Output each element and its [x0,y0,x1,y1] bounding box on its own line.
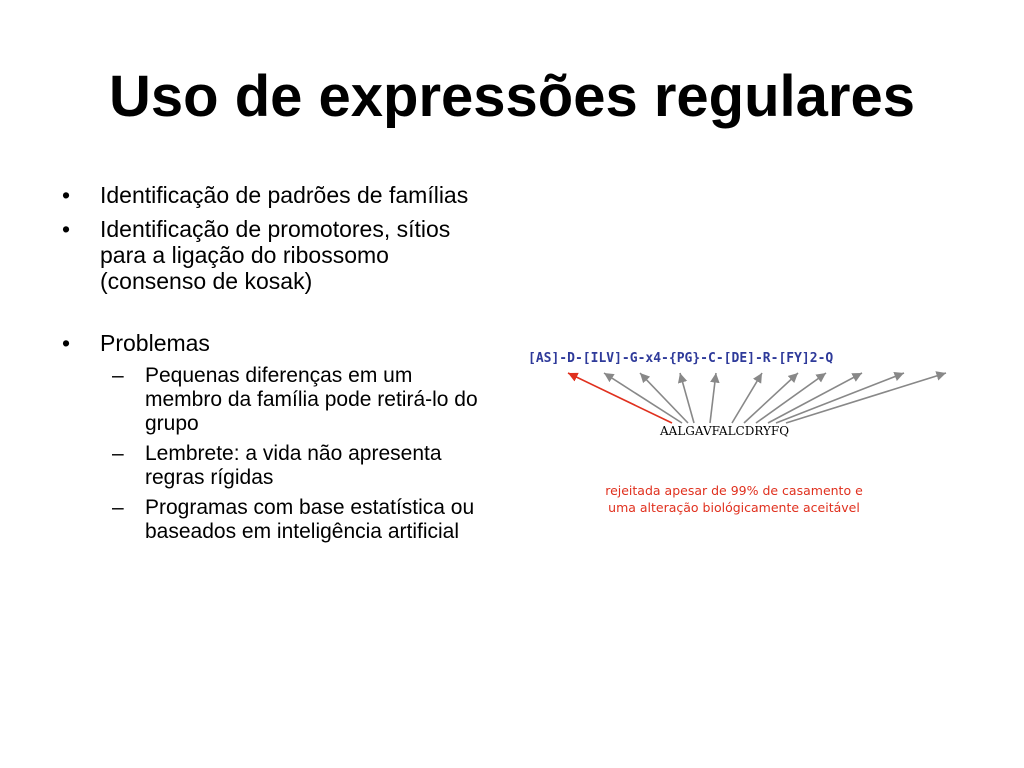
sub-bullet-marker: – [112,442,124,465]
arrow [776,373,904,423]
sub-bullet-item [62,496,482,544]
bullet-text: Problemas [100,330,210,356]
bullet-marker: • [62,330,71,356]
bullet-text: Identificação de promotores, sítios para a ligação do ribossomo (consenso de kosak) [100,216,451,294]
arrow [604,373,682,423]
arrow [640,373,688,423]
sub-bullet-text: Programas com base estatística ou baseados em inteligência artificial [145,496,475,543]
bullet-item [62,216,482,294]
bullet-list [62,182,482,550]
arrow [732,373,762,423]
bullet-marker: • [62,182,71,208]
regex-diagram [510,335,980,535]
sub-bullet-text: Pequenas diferenças em um membro da família pode retirá-lo do grupo [145,364,478,435]
sub-bullet-item [62,442,482,490]
rejection-note-line2: uma alteração biológicamente aceitável [608,500,860,515]
arrow [680,373,694,423]
regex-pattern: [AS]-D-[ILV]-G-x4-{PG}-C-[DE]-R-[FY]2-Q [528,351,834,366]
sub-bullet-marker: – [112,364,124,387]
bullet-marker: • [62,216,71,242]
arrow [710,373,716,423]
sub-bullet-marker: – [112,496,124,519]
arrow [786,373,946,423]
rejection-note-line1: rejeitada apesar de 99% de casamento e [605,483,863,498]
bullet-item [62,330,482,356]
bullet-text: Identificação de padrões de famílias [100,182,469,208]
sub-bullet-item [62,364,482,436]
bullet-item [62,182,482,208]
arrow-mismatch [568,373,672,423]
sub-bullet-text: Lembrete: a vida não apresenta regras rígidas [145,442,442,489]
match-arrows [568,373,946,423]
protein-sequence: AALGAVFALCDRYFQ [660,424,790,438]
slide-title: Uso de expressões regulares [109,64,915,129]
